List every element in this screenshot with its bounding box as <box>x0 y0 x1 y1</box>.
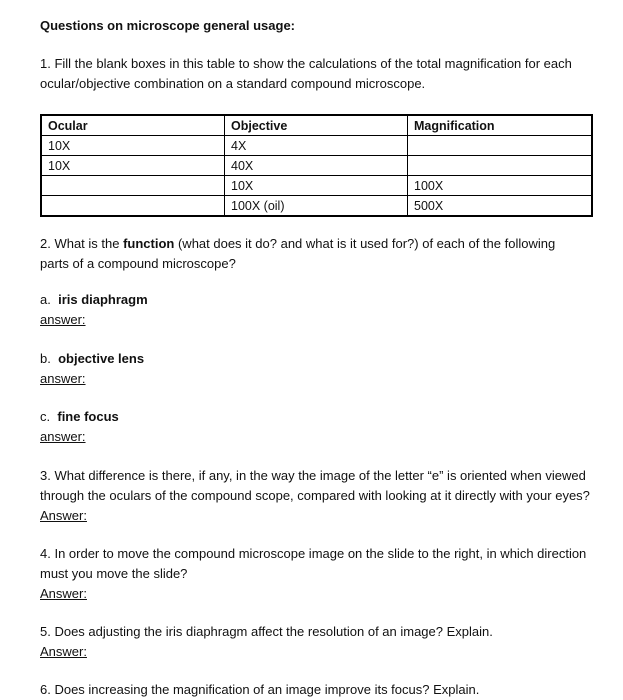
cell-objective[interactable]: 100X (oil) <box>225 196 408 217</box>
table-row <box>41 176 592 196</box>
q2a-answer-label[interactable]: answer: <box>40 312 86 327</box>
q3-answer-label[interactable]: Answer: <box>40 508 87 523</box>
q2a-letter: a. <box>40 292 51 307</box>
q2b-part-name: objective lens <box>58 351 145 366</box>
q3-text-line2: through the oculars of the compound scope, compared with looking at it directly with your eyes? <box>40 488 590 503</box>
table-header-row <box>41 115 592 136</box>
q2-text-line1 <box>40 234 555 254</box>
magnification-table <box>40 114 593 217</box>
q2b-letter: b. <box>40 351 51 366</box>
q2c-answer-label[interactable]: answer: <box>40 429 86 444</box>
q4-text-line1: 4. In order to move the compound microscope image on the slide to the right, in which direction <box>40 546 587 561</box>
table-row <box>41 136 592 156</box>
cell-objective[interactable]: 4X <box>225 136 408 156</box>
header-objective: Objective <box>225 115 408 136</box>
q4-text-line2: must you move the slide? <box>40 566 188 581</box>
cell-objective[interactable]: 40X <box>225 156 408 176</box>
q3-text-line1: 3. What difference is there, if any, in the way the image of the letter “e” is oriented when viewed <box>40 468 586 483</box>
q6-text-line1: 6. Does increasing the magnification of an image improve its focus? Explain. <box>40 682 480 697</box>
q2-suffix: (what does it do? and what is it used for?) of each of the following <box>174 236 556 251</box>
q2-prefix: 2. What is the <box>40 236 124 251</box>
q2c-part-name: fine focus <box>57 409 119 424</box>
q5-text-line1: 5. Does adjusting the iris diaphragm affect the resolution of an image? Explain. <box>40 624 493 639</box>
cell-ocular[interactable] <box>41 176 225 196</box>
cell-magnification[interactable]: 100X <box>408 176 593 196</box>
q5-answer-label[interactable]: Answer: <box>40 644 87 659</box>
q1-text-line1: 1. Fill the blank boxes in this table to show the calculations of the total magnification for each <box>40 56 572 71</box>
q4-answer-label[interactable]: Answer: <box>40 586 87 601</box>
q2-text-line2: parts of a compound microscope? <box>40 256 236 271</box>
header-magnification: Magnification <box>408 115 593 136</box>
cell-magnification[interactable] <box>408 136 593 156</box>
q2-bold-function: function <box>123 236 175 251</box>
cell-objective[interactable]: 10X <box>225 176 408 196</box>
cell-ocular[interactable] <box>41 196 225 217</box>
q2b-answer-label[interactable]: answer: <box>40 371 86 386</box>
table-row <box>41 156 592 176</box>
q2c-item <box>40 409 119 424</box>
page-heading: Questions on microscope general usage: <box>40 18 296 33</box>
q2a-item <box>40 292 148 307</box>
q1-text-line2: ocular/objective combination on a standard compound microscope. <box>40 76 426 91</box>
q2a-part-name: iris diaphragm <box>58 292 148 307</box>
table-row <box>41 196 592 217</box>
q2c-letter: c. <box>40 409 51 424</box>
cell-magnification[interactable] <box>408 156 593 176</box>
q2b-item <box>40 351 144 366</box>
cell-ocular[interactable]: 10X <box>41 136 225 156</box>
cell-magnification[interactable]: 500X <box>408 196 593 217</box>
cell-ocular[interactable]: 10X <box>41 156 225 176</box>
header-ocular: Ocular <box>41 115 225 136</box>
